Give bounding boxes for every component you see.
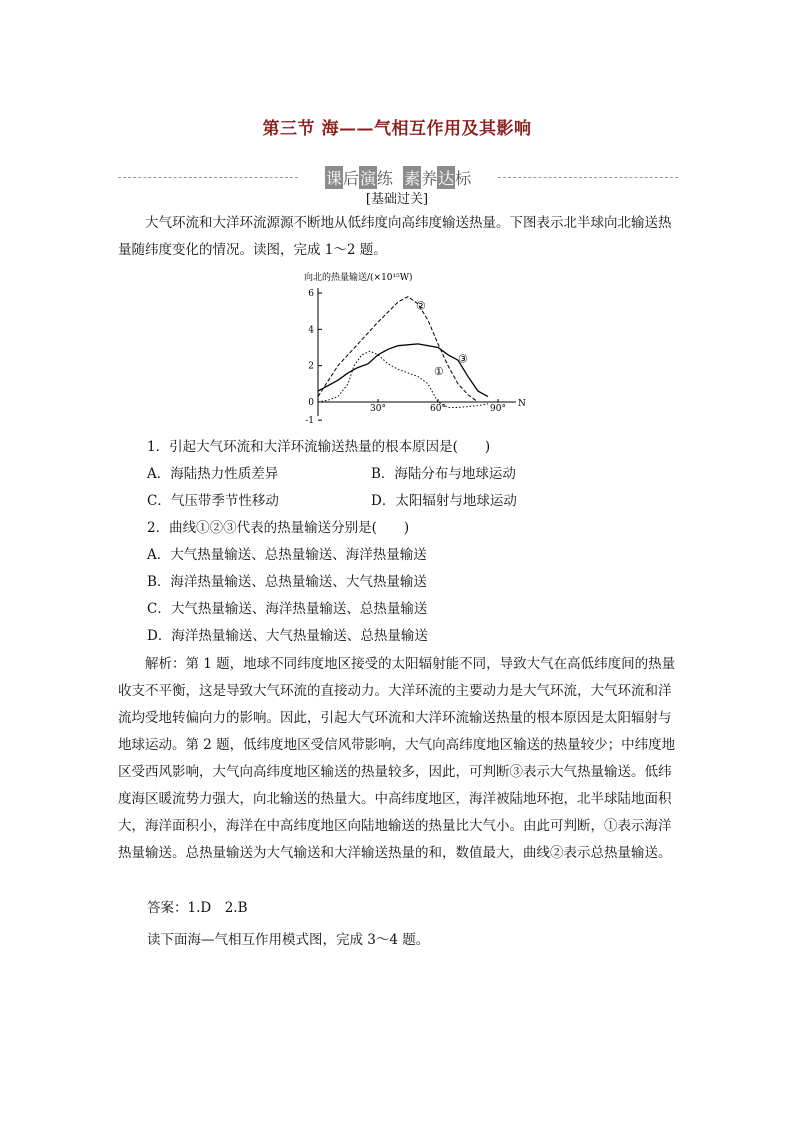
- banner-char: 标: [455, 169, 472, 188]
- q1-option-d: D．太阳辐射与地球运动: [371, 493, 517, 509]
- banner-char: 练: [376, 169, 393, 188]
- q2-option-a: A．大气热量输送、总热量输送、海洋热量输送: [147, 547, 427, 563]
- intro-paragraph: 大气环流和大洋环流源源不断地从低纬度向高纬度输送热量。下图表示北半球向北输送热量随纬度变化的情况。读图，完成 1～2 题。: [118, 215, 672, 258]
- banner-char: 达: [437, 166, 455, 189]
- banner-char: 演: [359, 166, 377, 189]
- x-tick-label: 30°: [370, 404, 386, 414]
- x-tick-label: 60°: [430, 404, 446, 414]
- banner-char: 素: [403, 166, 421, 189]
- series-label: ①: [434, 365, 444, 379]
- q2-option-c: C．大气热量输送、海洋热量输送、总热量输送: [147, 601, 428, 617]
- banner-text: [304, 166, 492, 189]
- series-label: ②: [416, 299, 426, 313]
- q1-option-a: A．海陆热力性质差异: [147, 466, 279, 482]
- banner-char: 养: [421, 169, 438, 188]
- banner-char: 课: [325, 166, 343, 189]
- chart-title: 向北的热量输送/(×10¹⁵W): [304, 273, 413, 283]
- analysis-paragraph: 解析：第 1 题，地球不同纬度地区接受的太阳辐射能不同，导致大气在高低纬度间的热量收支不平衡，这是导致大气环流的直接动力。大洋环流的主要动力是大气环流，大气环流和洋流均受地转偏向力的影响。因此，引起大气环流和大洋环流输送热量的根本原因是太阳辐射与地球运动。第 2 题，低纬度地区受信风带影响，大气向高纬度地区输送的热量较少；中纬度地区受西风影响，大气向高纬度地区输送的热量较多，因此，可判断③表示大气热量输送。低纬度海区暖流势力强大，向北输送的热量大。中高纬度地区，海洋被陆地环抱，北半球陆地面积大，海洋面积小，海洋在中高纬度地区向陆地输送的热量比大气小。由此可判断，①表示海洋热量输送。总热量输送为大气输送和大洋输送热量的和，数值最大，曲线②表示总热量输送。: [118, 656, 676, 861]
- section-banner: [118, 166, 678, 188]
- banner-divider-left: [118, 177, 298, 178]
- y-tick-label: 2: [308, 361, 314, 372]
- q1-option-c: C．气压带季节性移动: [147, 493, 279, 509]
- q2-option-b: B．海洋热量输送、总热量输送、大气热量输送: [147, 574, 427, 590]
- y-tick-label: -1: [305, 416, 314, 427]
- series-label: ③: [458, 352, 468, 366]
- x-tick-label: 90°: [490, 404, 506, 414]
- series-line: [318, 297, 478, 402]
- heat-transport-chart: [298, 268, 538, 427]
- answer-line: 答案：1.D 2.B: [147, 900, 248, 916]
- y-tick-label: 4: [308, 325, 314, 336]
- x-axis-label: N: [518, 399, 526, 409]
- next-prompt: 读下面海—气相互作用模式图，完成 3～4 题。: [147, 932, 430, 948]
- q2-stem: 2．曲线①②③代表的热量输送分别是( ): [147, 520, 410, 536]
- q2-option-d: D．海洋热量输送、大气热量输送、总热量输送: [147, 628, 428, 644]
- section-label: [基础过关]: [365, 192, 429, 207]
- banner-divider-right: [498, 177, 678, 178]
- q1-option-b: B．海陆分布与地球运动: [371, 466, 516, 482]
- y-tick-label: 6: [308, 289, 314, 299]
- banner-char: 后: [342, 169, 359, 188]
- q1-stem: 1．引起大气环流和大洋环流输送热量的根本原因是( ): [147, 439, 491, 455]
- page-title: 第三节 海——气相互作用及其影响: [262, 119, 532, 139]
- y-tick-label: 0: [308, 398, 314, 408]
